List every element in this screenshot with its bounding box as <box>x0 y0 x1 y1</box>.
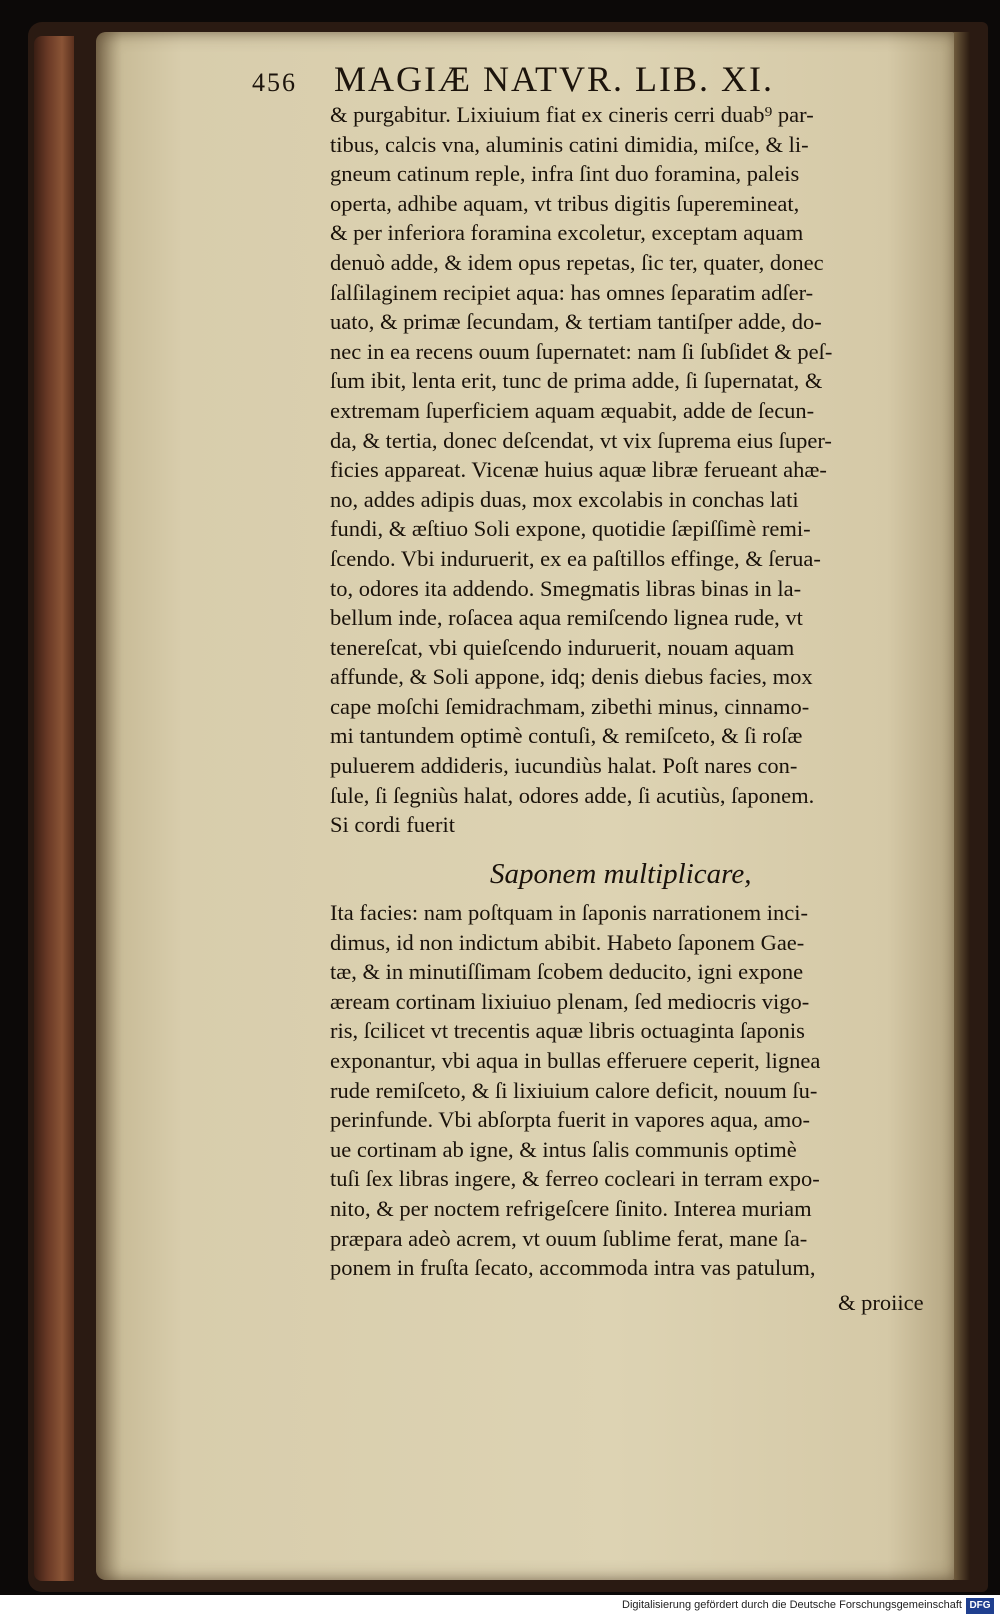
text-line: rude remiſceto, & ſi lixiuium calore deficit, nouum ſu- <box>330 1077 818 1103</box>
text-line: bellum inde, roſacea aqua remiſcendo lignea rude, vt <box>330 605 803 631</box>
text-line: tibus, calcis vna, aluminis catini dimidia, miſce, & li- <box>330 131 809 157</box>
text-line: operta, adhibe aquam, vt tribus digitis ſuperemineat, <box>330 190 800 216</box>
running-head <box>252 58 872 102</box>
text-line: extremam ſuperficiem aquam æquabit, adde de ſecun- <box>330 397 815 423</box>
footer-credit: Digitalisierung gefördert durch die Deutsche Forschungsgemeinschaft <box>622 1599 962 1611</box>
page-number: 456 <box>252 68 297 97</box>
text-line: præpara adeò acrem, vt ouum ſublime ferat, mane ſa- <box>330 1225 808 1251</box>
dfg-logo: DFG <box>966 1598 994 1614</box>
text-line: mi tantundem optimè contuſi, & remiſceto, & ſi roſæ <box>330 723 803 749</box>
text-line: ſcendo. Vbi induruerit, ex ea paſtillos effinge, & ſerua- <box>330 545 821 571</box>
text-line: denuò adde, & idem opus repetas, ſic ter, quater, donec <box>330 249 824 275</box>
text-line: cape moſchi ſemidrachmam, zibethi minus, cinnamo- <box>330 693 810 719</box>
text-line: affunde, & Soli appone, idq; denis diebus facies, mox <box>330 664 813 690</box>
section-heading: Saponem multiplicare, <box>490 858 752 890</box>
text-line: ſum ibit, lenta erit, tunc de prima adde, ſi ſupernatat, & <box>330 368 823 394</box>
text-line: Si cordi fuerit <box>330 812 455 838</box>
catchword: & proiice <box>838 1290 924 1315</box>
text-line: dimus, id non indictum abibit. Habeto ſaponem Gae- <box>330 929 805 955</box>
text-line: nito, & per noctem refrigeſcere ſinito. Interea muriam <box>330 1195 812 1221</box>
digitization-footer <box>0 1595 1000 1618</box>
text-line: puluerem addideris, iucundiùs halat. Poſt nares con- <box>330 753 798 779</box>
text-line: uato, & primæ ſecundam, & tertiam tantiſper adde, do- <box>330 309 822 335</box>
book-spine-edge <box>34 36 74 1581</box>
text-line: tenereſcat, vbi quieſcendo induruerit, nouam aquam <box>330 634 795 660</box>
text-line: fundi, & æſtiuo Soli expone, quotidie ſæpiſſimè remi- <box>330 516 811 542</box>
page-gutter-shadow <box>954 32 970 1580</box>
text-line: & purgabitur. Lixiuium fiat ex cineris cerri duab⁹ par- <box>330 102 814 127</box>
text-line: ſule, ſi ſegniùs halat, odores adde, ſi acutiùs, ſaponem. <box>330 782 815 808</box>
main-text-block <box>330 100 942 840</box>
running-title: MAGIÆ NATVR. LIB. XI. <box>334 59 774 99</box>
text-line: da, & tertia, donec deſcendat, vt vix ſuprema eius ſuper- <box>330 427 832 453</box>
second-text-block <box>330 898 942 1283</box>
text-line: exponantur, vbi aqua in bullas efferuere ceperit, lignea <box>330 1047 821 1073</box>
text-line: no, addes adipis duas, mox excolabis in conchas lati <box>330 486 799 512</box>
text-line: ue cortinam ab igne, & intus ſalis communis optimè <box>330 1136 797 1162</box>
text-line: æream cortinam lixiuiuo plenam, ſed mediocris vigo- <box>330 988 810 1014</box>
text-line: ſalſilaginem recipiet aqua: has omnes ſeparatim adſer- <box>330 279 814 305</box>
text-line: ficies appareat. Vicenæ huius aquæ libræ ferueant ahæ- <box>330 457 827 483</box>
text-line: ris, ſcilicet vt trecentis aquæ libris octuaginta ſaponis <box>330 1018 805 1044</box>
text-line: & per inferiora foramina excoletur, exceptam aquam <box>330 220 804 246</box>
text-line: nec in ea recens ouum ſupernatet: nam ſi ſubſidet & peſ- <box>330 338 833 364</box>
text-line: Ita facies: nam poſtquam in ſaponis narrationem inci- <box>330 900 808 925</box>
text-line: gneum catinum reple, infra ſint duo foramina, paleis <box>330 161 800 187</box>
text-line: to, odores ita addendo. Smegmatis libras binas in la- <box>330 575 802 601</box>
text-line: tuſi ſex libras ingere, & ferreo cocleari in terram expo- <box>330 1166 820 1192</box>
text-line: tæ, & in minutiſſimam ſcobem deducito, igni expone <box>330 959 804 985</box>
text-line: perinfunde. Vbi abſorpta fuerit in vapores aqua, amo- <box>330 1107 811 1133</box>
text-line: ponem in fruſta ſecato, accommoda intra vas patulum, <box>330 1255 816 1281</box>
